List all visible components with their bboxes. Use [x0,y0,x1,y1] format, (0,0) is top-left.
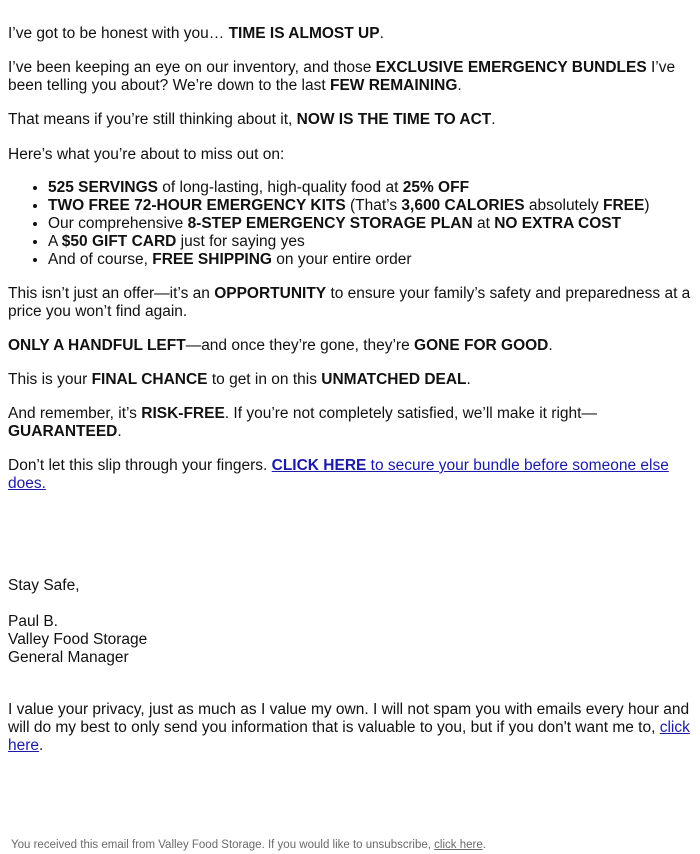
guarantee-paragraph: And remember, it’s RISK-FREE. If you’re not completely satisfied, we’ll make it right—GUARANTEED. [8,405,597,440]
list-item: • And of course, FREE SHIPPING on your entire order [48,251,650,269]
signoff: Stay Safe, [8,577,80,594]
signature-company: Valley Food Storage [8,631,148,648]
cta-paragraph: Don’t let this slip through your fingers. CLICK HERE to secure your bundle before someone else does. [8,457,669,492]
list-item: • Our comprehensive 8-STEP EMERGENCY STORAGE PLAN at NO EXTRA COST [48,215,650,233]
inventory-paragraph: I’ve been keeping an eye on our inventory, and those EXCLUSIVE EMERGENCY BUNDLES I’ve been telling you about? We’re down to the last FEW REMAINING. [8,59,676,94]
signature-title: General Manager [8,649,129,666]
privacy-click-here-link[interactable]: click here [8,719,690,754]
handful-left-paragraph: ONLY A HANDFUL LEFT—and once they’re gone, they’re GONE FOR GOOD. [8,337,553,354]
signature-name: Paul B. [8,613,58,630]
unsubscribe-link[interactable]: click here [434,839,483,851]
list-item: • A $50 GIFT CARD just for saying yes [48,233,650,251]
final-chance-paragraph: This is your FINAL CHANCE to get in on this UNMATCHED DEAL. [8,371,471,388]
intro-paragraph: I’ve got to be honest with you… TIME IS ALMOST UP. [8,25,384,42]
act-now-paragraph: That means if you’re still thinking about it, NOW IS THE TIME TO ACT. [8,111,496,128]
privacy-paragraph: I value your privacy, just as much as I value my own. I will not spam you with emails every hour and will do my best to only send you information that is valuable to you, but if you don't want me to, click here. [8,701,690,754]
list-item: • TWO FREE 72-HOUR EMERGENCY KITS (That’s 3,600 CALORIES absolutely FREE) [48,197,650,215]
miss-out-paragraph: Here’s what you’re about to miss out on: [8,146,285,163]
list-item: • 525 SERVINGS of long-lasting, high-quality food at 25% OFF [48,179,650,197]
opportunity-paragraph: This isn’t just an offer—it’s an OPPORTUNITY to ensure your family’s safety and preparedness at a price you won’t find again. [8,285,691,320]
unsubscribe-footer: You received this email from Valley Food Storage. If you would like to unsubscribe, click here. [11,839,486,851]
click-here-link[interactable]: CLICK HERE to secure your bundle before someone else does. [8,457,669,492]
offer-list [8,179,650,269]
